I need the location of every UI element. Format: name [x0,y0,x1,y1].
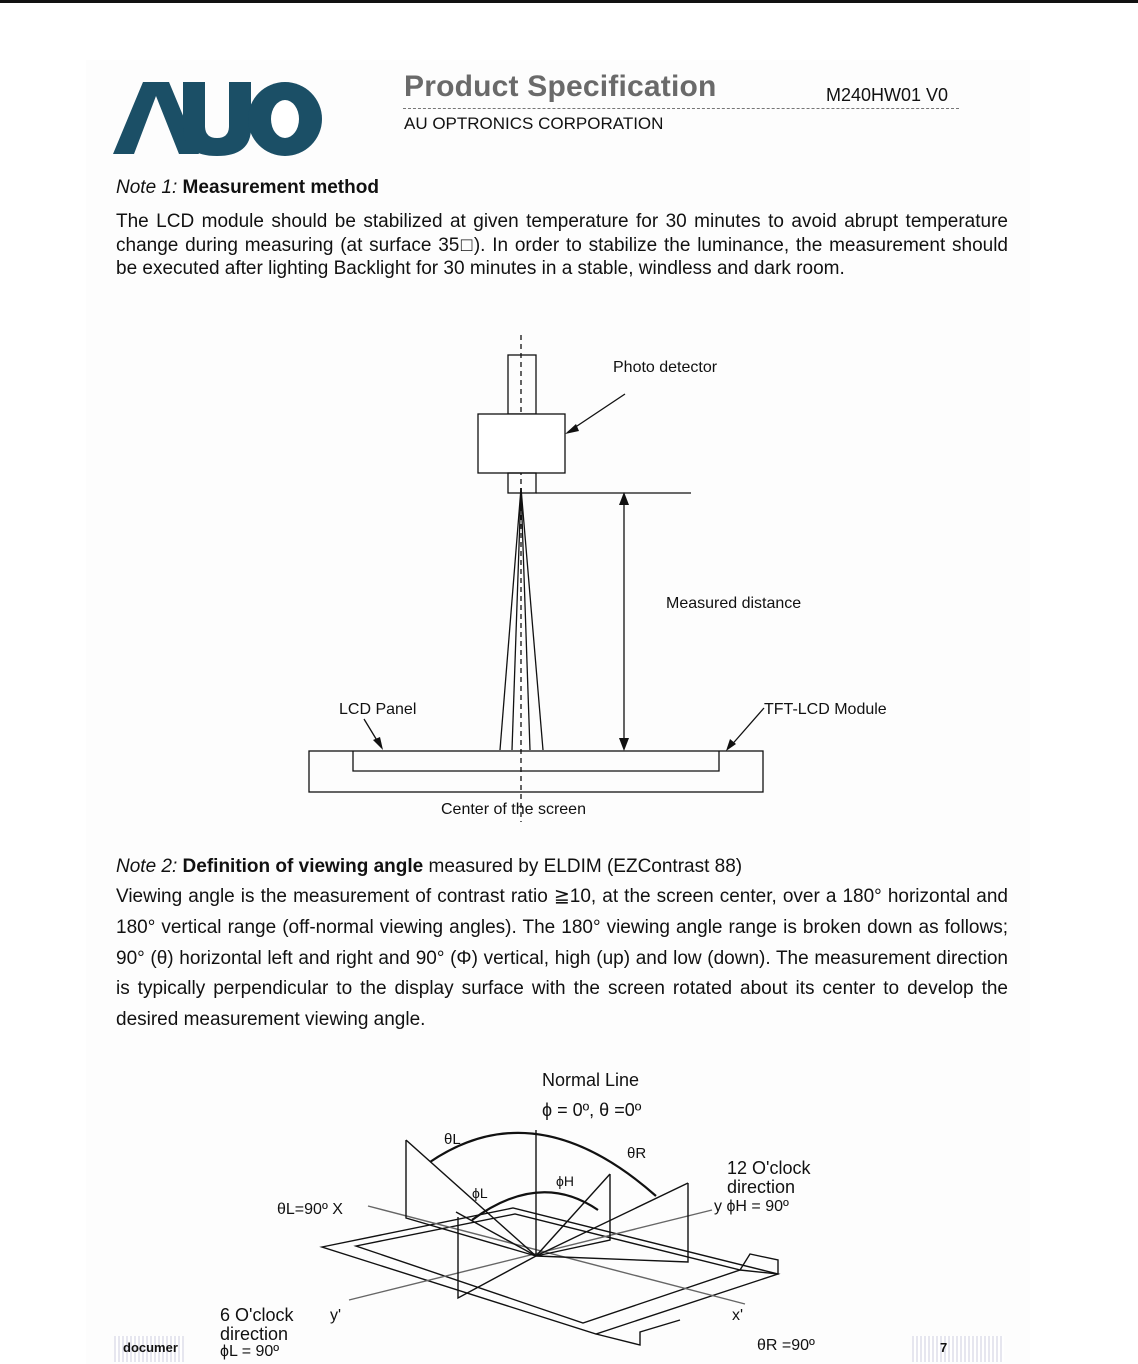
theta-right-edge [536,1183,688,1262]
company-name: AU OPTRONICS CORPORATION [404,114,664,133]
note1-body: The LCD module should be stabilized at given temperature for 30 minutes to avoid abrupt temperature change during measuring (at surface 35□). In order to stabilize the luminance, the measurement should be executed after lighting Backlight for 30 minutes in a stable, windless and dark room. [116,211,1008,279]
tft-lcd-module-label: TFT-LCD Module [764,701,887,718]
theta-l-label: θL [444,1131,461,1148]
normal-line-label: Normal Line [542,1070,640,1090]
y-prime-label: y' [330,1307,342,1324]
phi-l-label: ϕL [472,1185,488,1201]
model-number: M240HW01 V0 [826,85,949,105]
six-oclock-line1: 6 O'clock [220,1305,294,1325]
center-of-screen-label: Center of the screen [441,801,586,818]
note2-body: Viewing angle is the measurement of contrast ratio ≧10, at the screen center, over a 180° horizontal and 180° vertical range (off-normal viewing angles). The 180° viewing angle range is broken down as follows; 90° (θ) horizontal left and right and 90° (Φ) vertical, high (up) and low (down). The measurement direction is typically perpendicular to the display surface with the screen rotated about its center to develop the desired measurement viewing angle. [116,886,1008,1031]
phi-l-90-label: ϕL = 90º [220,1343,280,1360]
page-number: 7 [940,1340,948,1355]
lcd-panel-label: LCD Panel [339,701,417,718]
footer-document-text: documer [123,1340,178,1355]
photo-detector-label: Photo detector [613,359,718,376]
phi-h-90-label: y ϕH = 90º [714,1198,789,1215]
document-title: Product Specification [404,70,717,103]
phi-low-hyp [456,1212,536,1256]
panel-bottom-tab [596,1320,680,1345]
note2-label: Note 2: [116,856,178,877]
measured-distance-label: Measured distance [666,595,802,612]
twelve-oclock-line2: direction [727,1177,796,1197]
panel-outer-frame [322,1208,778,1334]
panel-tab [740,1254,778,1274]
note2-title: Definition of viewing angle [182,856,424,877]
panel-inner-frame [356,1214,740,1323]
theta-arc [430,1133,656,1196]
phi-low-edge [458,1217,536,1298]
note1-label: Note 1: [116,177,178,198]
footer-right-box [912,1336,1004,1362]
note1-title: Measurement method [182,177,379,198]
theta-r-90-label: θR =90º [757,1337,815,1354]
note2-suffix: measured by ELDIM (EZContrast 88) [428,856,743,877]
theta-r-label: θR [627,1145,647,1162]
twelve-oclock-line1: 12 O'clock [727,1158,811,1178]
six-oclock-line2: direction [220,1324,289,1344]
phi-h-label: ϕH [556,1173,574,1189]
x-prime-label: x' [732,1307,744,1324]
theta-left-hyp [406,1140,536,1256]
theta-l-90-label: θL=90º X [277,1201,343,1218]
normal-angles-label: ϕ = 0º, θ =0º [542,1100,642,1120]
